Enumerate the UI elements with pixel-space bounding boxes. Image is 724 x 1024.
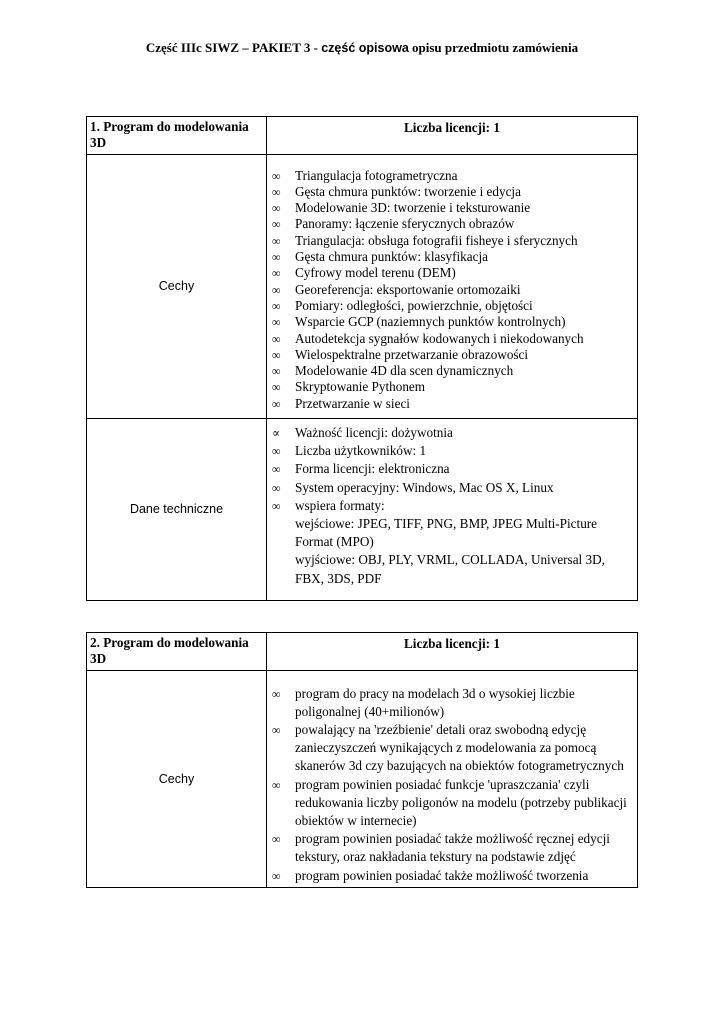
- feature-text: Pomiary: odległości, powierzchnie, objętości: [295, 297, 533, 313]
- list-item-formats: [272, 497, 633, 588]
- features-list: [267, 685, 637, 885]
- infinity-bullet-icon: ∞: [272, 868, 281, 883]
- list-item: ∝ Ważność licencji: dożywotnia: [295, 424, 633, 442]
- feature-text: program powinien posiadać także możliwość tworzenia: [295, 867, 589, 883]
- tech-row: [87, 419, 638, 601]
- features-label: Cechy: [87, 154, 267, 418]
- infinity-bullet-icon: ∞: [272, 347, 281, 362]
- list-item: [272, 776, 633, 831]
- infinity-bullet-icon: ∞: [272, 298, 281, 313]
- license-count-cell: Liczba licencji: 1: [267, 117, 638, 155]
- feature-text: Georeferencja: eksportowanie ortomozaiki: [295, 281, 521, 297]
- list-item: [272, 830, 633, 866]
- title-sans-part: część opisowa: [321, 41, 409, 55]
- program-table-2: [86, 632, 638, 888]
- table-header-row: [87, 633, 638, 671]
- list-item: [272, 330, 633, 347]
- list-item: [272, 249, 633, 265]
- infinity-bullet-icon: ∞: [272, 250, 281, 265]
- formats-output: wyjściowe: OBJ, PLY, VRML, COLLADA, Universal 3D, FBX, 3DS, PDF: [295, 552, 605, 586]
- list-item: [272, 685, 633, 721]
- infinity-bullet-icon: ∞: [272, 315, 281, 330]
- list-item: ∞ Liczba użytkowników: 1: [295, 442, 633, 460]
- infinity-bullet-icon: ∞: [272, 233, 281, 248]
- features-cell: [267, 670, 638, 887]
- infinity-bullet-icon: ∞: [272, 266, 281, 281]
- program-name-cell: 1. Program do modelowania 3D: [87, 117, 267, 155]
- features-label: Cechy: [87, 670, 267, 887]
- list-item: [272, 395, 633, 412]
- feature-text: Modelowanie 4D dla scen dynamicznych: [295, 363, 514, 379]
- feature-text: Skryptowanie Pythonem: [295, 379, 426, 395]
- list-item: [272, 167, 633, 184]
- feature-text: Modelowanie 3D: tworzenie i teksturowanie: [295, 200, 531, 216]
- infinity-bullet-icon: ∞: [272, 686, 281, 701]
- list-item: ∞ Forma licencji: elektroniczna: [295, 460, 633, 478]
- feature-text: program powinien posiadać funkcje 'upraszczania' czyli redukowania liczby poligonów na modelu (potrzeby publikacji obiektów w internecie): [295, 776, 627, 829]
- feature-text: Wielospektralne przetwarzanie obrazowości: [295, 346, 529, 362]
- formats-heading: wspiera formaty:: [295, 497, 385, 513]
- feature-text: powalający na 'rzeźbienie' detali oraz swobodną edycję zanieczyszczeń wynikających z modelowania za pomocą skanerów 3d czy bazujących na obiektów fotogrametrycznych: [295, 722, 624, 774]
- list-item: [272, 379, 633, 395]
- infinity-bullet-icon: ∞: [272, 184, 281, 199]
- infinity-bullet-icon: ∞: [272, 201, 281, 216]
- proportional-bullet-icon: ∝: [272, 426, 281, 441]
- license-count-cell: Liczba licencji: 1: [267, 633, 638, 671]
- infinity-bullet-icon: ∞: [272, 480, 281, 495]
- infinity-bullet-icon: ∞: [272, 331, 281, 346]
- infinity-bullet-icon: ∞: [272, 396, 281, 411]
- list-item: ∞ System operacyjny: Windows, Mac OS X, Linux: [295, 479, 633, 497]
- document-title: [0, 40, 724, 56]
- features-list: [267, 168, 637, 412]
- list-item: [272, 281, 633, 298]
- list-item: [272, 232, 633, 249]
- list-item: [272, 265, 633, 281]
- feature-text: Wsparcie GCP (naziemnych punktów kontrolnych): [295, 314, 566, 330]
- feature-text: program powinien posiadać także możliwość ręcznej edycji tekstury, oraz nakładania tekstury na podstawie zdjęć: [295, 831, 610, 865]
- feature-text: Triangulacja: obsługa fotografii fisheye i sferycznych: [295, 232, 578, 248]
- list-item: [272, 183, 633, 200]
- list-item: [272, 346, 633, 363]
- title-rest: opisu przedmiotu zamówienia: [408, 40, 579, 55]
- feature-text: Cyfrowy model terenu (DEM): [295, 265, 456, 281]
- program-name-cell: 2. Program do modelowania 3D: [87, 633, 267, 671]
- program-table-1: [86, 116, 638, 601]
- feature-text: Gęsta chmura punktów: tworzenie i edycja: [295, 183, 521, 199]
- infinity-bullet-icon: ∞: [272, 723, 281, 737]
- list-item: [272, 200, 633, 216]
- infinity-bullet-icon: ∞: [272, 282, 281, 297]
- tech-list: [267, 424, 637, 588]
- list-item: [272, 216, 633, 232]
- features-row: [87, 670, 638, 887]
- tech-cell: [267, 419, 638, 601]
- feature-text: Triangulacja fotogrametryczna: [295, 167, 458, 183]
- title-main: Część IIIc SIWZ – PAKIET 3 -: [145, 40, 322, 55]
- formats-input: wejściowe: JPEG, TIFF, PNG, BMP, JPEG Multi-Picture Format (MPO): [295, 516, 598, 550]
- feature-text: Panoramy: łączenie sferycznych obrazów: [295, 216, 515, 232]
- infinity-bullet-icon: ∞: [272, 498, 281, 513]
- features-row: [87, 154, 638, 418]
- infinity-bullet-icon: ∞: [272, 444, 281, 459]
- infinity-bullet-icon: ∞: [272, 168, 281, 183]
- list-item: [272, 867, 633, 885]
- infinity-bullet-icon: ∞: [272, 462, 281, 477]
- list-item: [272, 314, 633, 330]
- feature-text: Przetwarzanie w sieci: [295, 395, 410, 411]
- feature-text: program do pracy na modelach 3d o wysokiej liczbie poligonalnej (40+milionów): [295, 685, 575, 719]
- feature-text: Gęsta chmura punktów: klasyfikacja: [295, 249, 488, 265]
- features-cell: [267, 154, 638, 418]
- list-item: [272, 297, 633, 314]
- list-item: [272, 363, 633, 379]
- infinity-bullet-icon: ∞: [272, 217, 281, 232]
- infinity-bullet-icon: ∞: [272, 777, 281, 792]
- list-item: [272, 721, 633, 776]
- feature-text: Autodetekcja sygnałów kodowanych i niekodowanych: [295, 330, 584, 346]
- infinity-bullet-icon: ∞: [272, 832, 281, 847]
- tech-label: Dane techniczne: [87, 419, 267, 601]
- infinity-bullet-icon: ∞: [272, 364, 281, 379]
- table-header-row: [87, 117, 638, 155]
- infinity-bullet-icon: ∞: [272, 380, 281, 395]
